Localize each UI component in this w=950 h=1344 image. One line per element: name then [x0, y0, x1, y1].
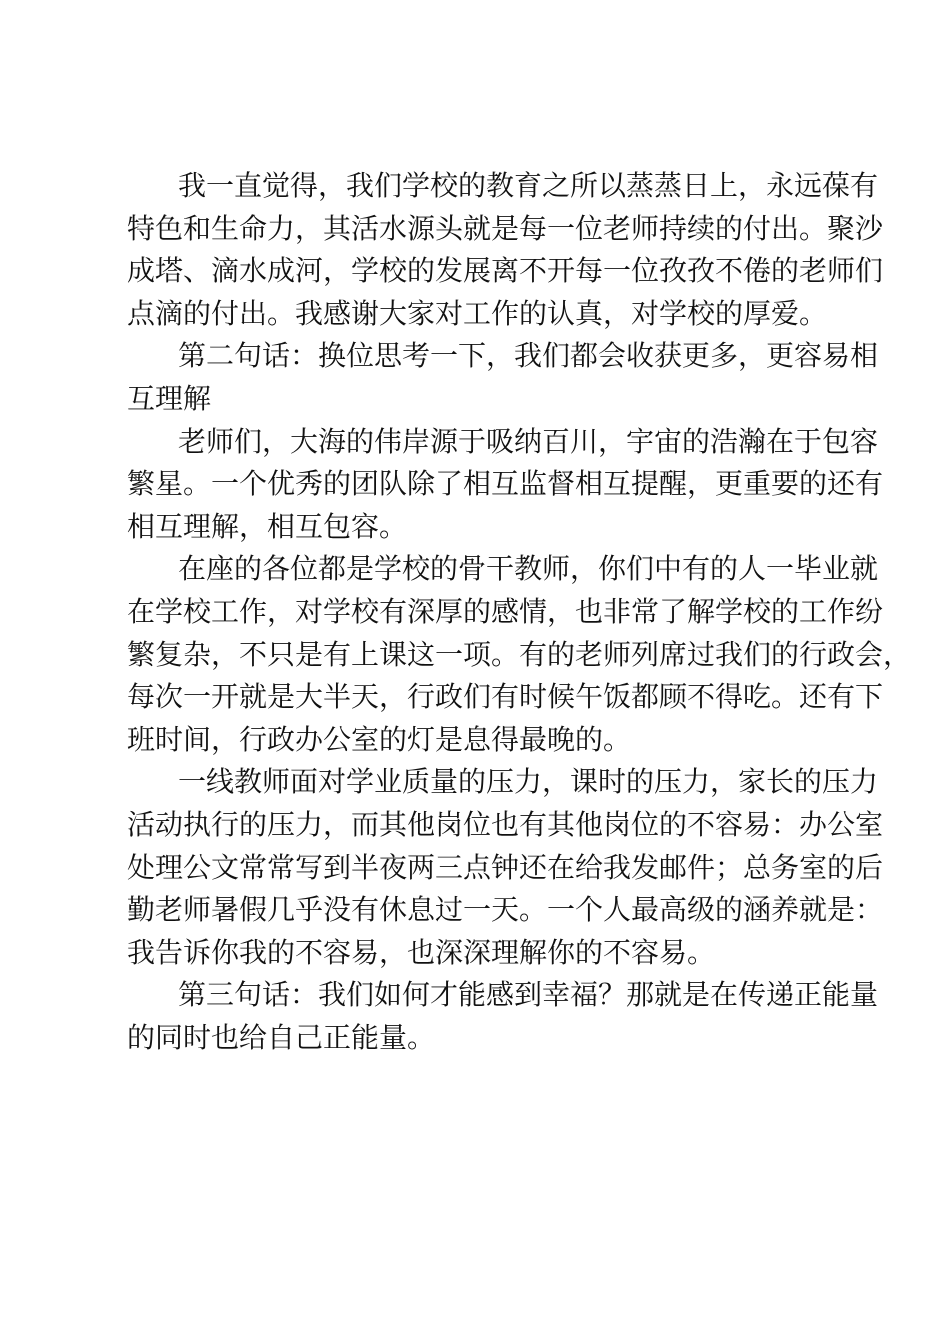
text-line: 我一直觉得，我们学校的教育之所以蒸蒸日上，永远葆有	[178, 169, 879, 202]
section-heading-third	[127, 974, 879, 1059]
text-line: 处理公文常常写到半夜两三点钟还在给我发邮件；总务室的后	[127, 850, 884, 884]
text-line: 相互理解，相互包容。	[127, 509, 408, 543]
text-line: 每次一开就是大半天，行政们有时候午饭都顾不得吃。还有下	[127, 680, 884, 714]
text-line: 特色和生命力，其活水源头就是每一位老师持续的付出。聚沙	[127, 211, 884, 245]
paragraph-teachers	[127, 421, 884, 549]
text-line: 一线教师面对学业质量的压力，课时的压力，家长的压力	[178, 765, 879, 799]
text-line: 繁复杂，不只是有上课这一项。有的老师列席过我们的行政会，	[127, 637, 912, 671]
text-line: 的同时也给自己正能量。	[127, 1020, 436, 1054]
text-line: 互理解	[127, 381, 212, 415]
paragraph-gratitude	[127, 165, 884, 335]
paragraph-pressure	[127, 761, 884, 974]
text-line: 第三句话：我们如何才能感到幸福？那就是在传递正能量	[178, 978, 879, 1012]
document-body	[127, 165, 912, 1059]
text-line: 在学校工作，对学校有深厚的感情，也非常了解学校的工作纷	[127, 594, 884, 628]
text-line: 班时间，行政办公室的灯是息得最晚的。	[127, 722, 632, 756]
text-line: 勤老师暑假几乎没有休息过一天。一个人最高级的涵养就是：	[127, 893, 884, 927]
paragraph-backbone-teachers	[127, 548, 912, 761]
text-line: 第二句话：换位思考一下，我们都会收获更多，更容易相	[178, 339, 879, 373]
text-line: 成塔、滴水成河，学校的发展离不开每一位孜孜不倦的老师们	[127, 254, 884, 288]
text-line: 我告诉你我的不容易，也深深理解你的不容易。	[127, 935, 716, 969]
section-heading-second	[127, 335, 879, 420]
text-line: 老师们，大海的伟岸源于吸纳百川，宇宙的浩瀚在于包容	[178, 424, 879, 458]
text-line: 在座的各位都是学校的骨干教师，你们中有的人一毕业就	[178, 552, 879, 586]
text-line: 繁星。一个优秀的团队除了相互监督相互提醒，更重要的还有	[127, 467, 884, 501]
text-line: 点滴的付出。我感谢大家对工作的认真，对学校的厚爱。	[127, 296, 828, 330]
text-line: 活动执行的压力，而其他岗位也有其他岗位的不容易：办公室	[127, 807, 884, 841]
